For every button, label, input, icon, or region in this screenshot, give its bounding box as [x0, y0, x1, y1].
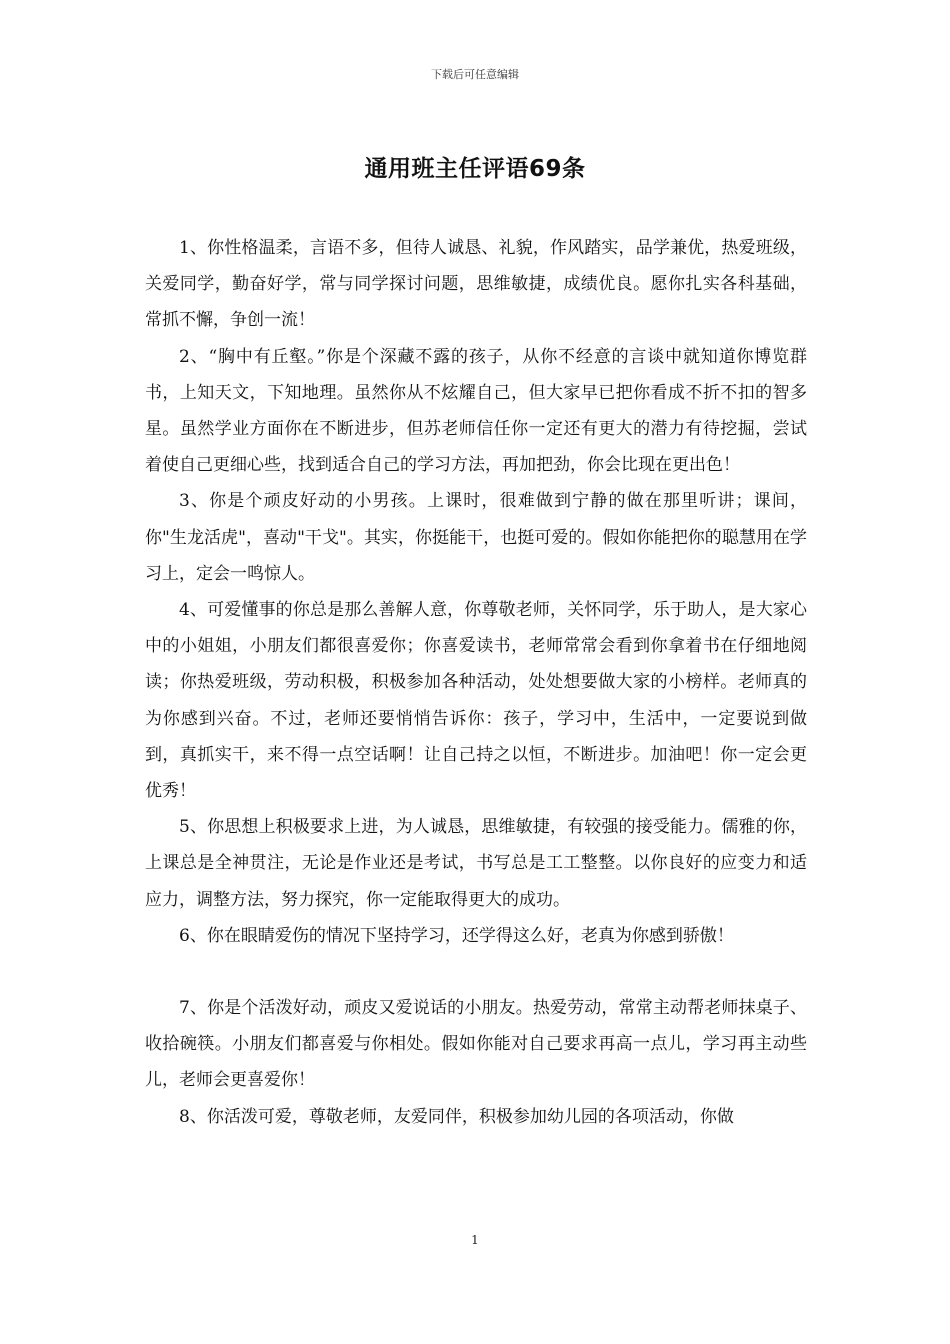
document-title: 通用班主任评语69条	[364, 156, 586, 182]
page-header-note: 下载后可任意编辑	[431, 68, 519, 81]
comment-paragraph-6: 6、你在眼睛爱伤的情况下坚持学习，还学得这么好，老真为你感到骄傲！	[179, 925, 734, 946]
comment-paragraph-2: 2、“胸中有丘壑。”你是个深藏不露的孩子，从你不经意的言谈中就知道你博览群书，上知天文，下知地理。虽然你从不炫耀自己，但大家早已把你看成不折不扣的智多星。虽然学业方面你在不断进步，但苏老师信任你一定还有更大的潜力有待挖掘，尝试着使自己更细心些，找到适合自己的学习方法，再加把劲，你会比现在更出色！	[145, 346, 807, 476]
comment-paragraph-4: 4、可爱懂事的你总是那么善解人意，你尊敬老师，关怀同学，乐于助人，是大家心中的小姐姐，小朋友们都很喜爱你；你喜爱读书，老师常常会看到你拿着书在仔细地阅读；你热爱班级，劳动积极，积极参加各种活动，处处想要做大家的小榜样。老师真的为你感到兴奋。不过，老师还要悄悄告诉你：孩子，学习中，生活中，一定要说到做到，真抓实干，来不得一点空话啊！让自己持之以恒，不断进步。加油吧！你一定会更优秀！	[145, 600, 807, 802]
comment-paragraph-8: 8、你活泼可爱，尊敬老师，友爱同伴，积极参加幼儿园的各项活动，你做	[179, 1106, 734, 1127]
comment-paragraph-3: 3、你是个顽皮好动的小男孩。上课时，很难做到宁静的做在那里听讲；课间，你"生龙活虎"，喜动"干戈"。其实，你挺能干，也挺可爱的。假如你能把你的聪慧用在学习上，定会一鸣惊人。	[145, 491, 807, 584]
comment-paragraph-5: 5、你思想上积极要求上进，为人诚恳，思维敏捷，有较强的接受能力。儒雅的你，上课总是全神贯注，无论是作业还是考试，书写总是工工整整。以你良好的应变力和适应力，调整方法，努力探究，你一定能取得更大的成功。	[145, 817, 807, 910]
comment-paragraph-7: 7、你是个活泼好动，顽皮又爱说话的小朋友。热爱劳动，常常主动帮老师抹桌子、收拾碗筷。小朋友们都喜爱与你相处。假如你能对自己要求再高一点儿，学习再主动些儿，老师会更喜爱你！	[145, 998, 807, 1091]
document-body	[145, 230, 807, 1135]
comment-paragraph-1: 1、你性格温柔，言语不多，但待人诚恳、礼貌，作风踏实，品学兼优，热爱班级，关爱同学，勤奋好学，常与同学探讨问题，思维敏捷，成绩优良。愿你扎实各科基础，常抓不懈，争创一流！	[145, 238, 807, 331]
page-number: 1	[471, 1233, 479, 1247]
